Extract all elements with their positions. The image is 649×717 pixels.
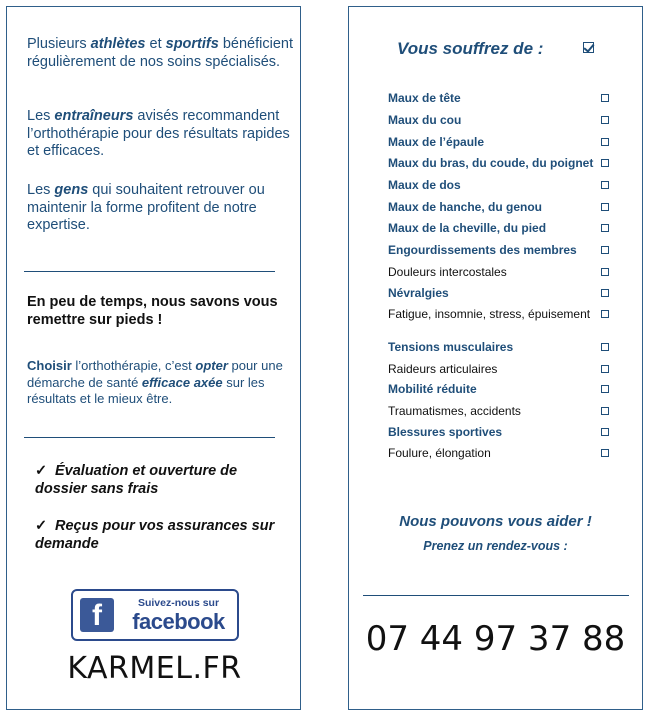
p2-text: Les xyxy=(27,108,55,124)
symptom-checkbox[interactable] xyxy=(601,428,609,436)
p1-athletes: athlètes xyxy=(90,36,146,52)
p3-text-2: qui souhaitent retrouver ou maintenir la forme profitent de notre expertise. xyxy=(27,182,265,233)
symptom-label: Maux de hanche, du genou xyxy=(388,200,543,214)
p3-text: Les xyxy=(27,182,55,198)
facebook-icon: f xyxy=(80,598,114,632)
facebook-follow-text: Suivez-nous sur xyxy=(137,597,220,609)
symptom-label: Traumatismes, accidents xyxy=(388,404,521,418)
symptom-checkbox[interactable] xyxy=(601,385,609,393)
left-panel xyxy=(6,6,301,710)
p1-text-3: bénéficient régulièrement de nos soins spécialisés. xyxy=(27,36,293,70)
symptom-label: Maux du bras, du coude, du poignet xyxy=(388,156,594,170)
symptom-label: Névralgies xyxy=(388,286,449,300)
p2-entraineurs: entraîneurs xyxy=(54,108,134,124)
divider-2 xyxy=(24,437,275,438)
symptom-checkbox[interactable] xyxy=(601,449,609,457)
checkmark-icon: ✓ xyxy=(35,518,48,534)
symptom-checkbox[interactable] xyxy=(601,365,609,373)
p2-text-2: avisés recommandent l’orthothérapie pour des résultats rapides et efficaces. xyxy=(27,108,290,159)
check-text: Reçus pour vos assurances sur demande xyxy=(35,518,275,552)
checked-box-icon xyxy=(583,42,594,53)
checkmark-icon: ✓ xyxy=(35,463,48,479)
symptom-label: Fatigue, insomnie, stress, épuisement xyxy=(388,307,591,321)
p3-gens: gens xyxy=(54,182,89,198)
people-paragraph xyxy=(27,182,297,235)
check-item-evaluation xyxy=(35,462,265,498)
p4-text: l’orthothérapie, c’est xyxy=(71,358,196,373)
symptom-checkbox[interactable] xyxy=(601,246,609,254)
p1-text: Plusieurs xyxy=(27,36,91,52)
symptom-label: Mobilité réduite xyxy=(388,382,477,396)
p1-text-2: et xyxy=(145,36,166,52)
p4-text-2: pour une démarche de santé xyxy=(27,358,283,390)
symptom-label: Blessures sportives xyxy=(388,425,503,439)
symptom-checkbox[interactable] xyxy=(601,343,609,351)
symptoms-title: Vous souffrez de : xyxy=(397,39,544,58)
trainers-paragraph xyxy=(27,108,297,161)
p4-opter: opter xyxy=(195,358,228,373)
divider xyxy=(363,595,629,596)
symptom-checkbox[interactable] xyxy=(601,116,609,124)
check-item-receipts xyxy=(35,517,275,553)
symptom-checkbox[interactable] xyxy=(601,138,609,146)
p1-sportifs: sportifs xyxy=(165,36,219,52)
symptom-checkbox[interactable] xyxy=(601,159,609,167)
symptom-label: Maux de tête xyxy=(388,91,461,105)
symptom-label: Tensions musculaires xyxy=(388,340,514,354)
symptom-label: Maux de dos xyxy=(388,178,461,192)
symptom-label: Raideurs articulaires xyxy=(388,362,498,376)
symptom-checkbox[interactable] xyxy=(601,181,609,189)
p4-efficace: efficace axée xyxy=(141,374,223,390)
choose-paragraph xyxy=(27,358,292,408)
phone-number[interactable]: 07 44 97 37 88 xyxy=(365,619,626,659)
athletes-paragraph xyxy=(27,36,297,71)
website-link[interactable]: KARMEL.FR xyxy=(67,651,242,686)
facebook-badge[interactable] xyxy=(71,589,239,641)
symptom-label: Maux de l’épaule xyxy=(388,135,485,149)
headline: En peu de temps, nous savons vous remettre sur pieds ! xyxy=(27,294,278,328)
symptom-checkbox[interactable] xyxy=(601,268,609,276)
facebook-wordmark: facebook xyxy=(132,609,225,634)
symptom-checkbox[interactable] xyxy=(601,203,609,211)
help-heading: Nous pouvons vous aider ! xyxy=(399,513,592,530)
symptom-checkbox[interactable] xyxy=(601,94,609,102)
symptom-checkbox[interactable] xyxy=(601,407,609,415)
right-panel xyxy=(348,6,643,710)
divider xyxy=(24,271,275,272)
check-text: Évaluation et ouverture de dossier sans frais xyxy=(35,463,238,497)
p4-text-3: sur les résultats et le mieux être. xyxy=(27,374,265,406)
symptom-label: Engourdissements des membres xyxy=(388,243,577,257)
symptom-label: Maux du cou xyxy=(388,113,462,127)
p4-choisir: Choisir xyxy=(27,358,72,373)
symptom-checkbox[interactable] xyxy=(601,289,609,297)
symptom-label: Douleurs intercostales xyxy=(388,265,507,279)
symptom-label: Maux de la cheville, du pied xyxy=(388,221,547,235)
symptom-checkbox[interactable] xyxy=(601,224,609,232)
symptom-label: Foulure, élongation xyxy=(388,446,491,460)
appointment-text: Prenez un rendez-vous : xyxy=(423,539,568,553)
symptom-checkbox[interactable] xyxy=(601,310,609,318)
